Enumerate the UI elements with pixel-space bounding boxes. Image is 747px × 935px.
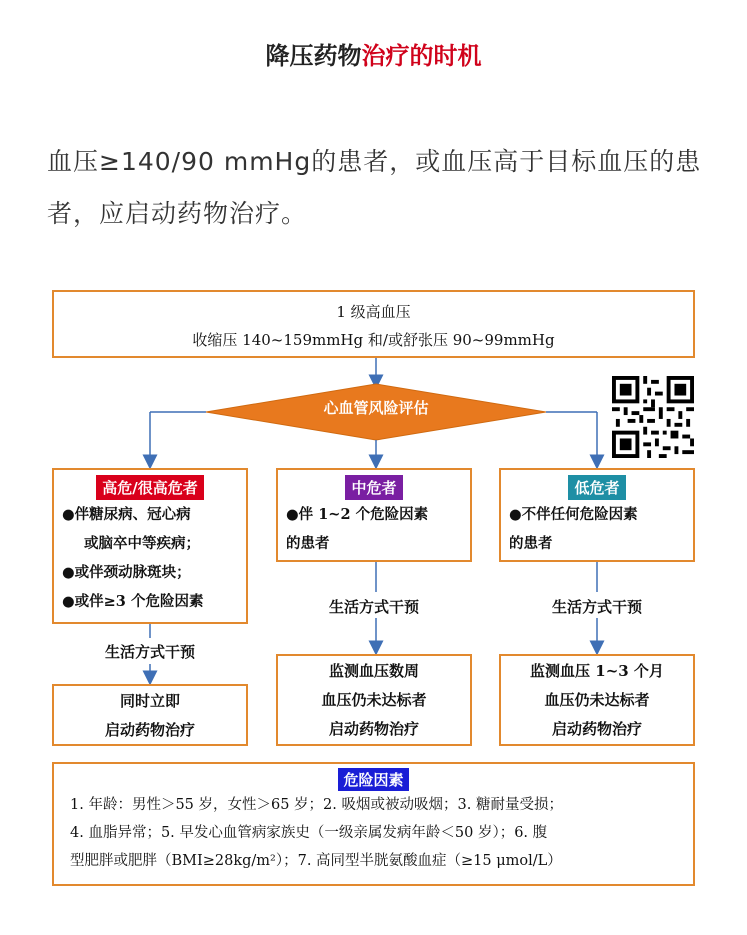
high-lifestyle-label: 生活方式干预 xyxy=(104,643,195,661)
risk-factors-tag: 危险因素 xyxy=(338,768,408,791)
stage1-title: 1 级高血压 xyxy=(336,303,411,321)
high-action-box xyxy=(52,684,248,746)
qr-code-icon xyxy=(612,376,694,458)
low-action-line-2: 血压仍未达标者 xyxy=(544,691,650,709)
medium-risk-line-2: 的患者 xyxy=(286,535,330,552)
title-part-black: 降压药物 xyxy=(265,42,362,70)
medium-action-line-3: 启动药物治疗 xyxy=(328,720,419,738)
medium-lifestyle-label: 生活方式干预 xyxy=(328,598,419,616)
medium-risk-box xyxy=(276,468,472,562)
high-risk-line-1: ●伴糖尿病、冠心病 xyxy=(62,506,191,523)
risk-factors-line-1: 1. 年龄：男性＞55 岁，女性＞65 岁；2. 吸烟或被动吸烟；3. 糖耐量受损； xyxy=(70,797,563,813)
low-lifestyle-label: 生活方式干预 xyxy=(551,598,642,616)
high-risk-line-3: ●或伴颈动脉斑块； xyxy=(62,564,191,581)
title-part-red: 治疗的时机 xyxy=(361,42,482,70)
medium-risk-tag: 中危者 xyxy=(345,475,402,500)
risk-factors-line-2: 4. 血脂异常；5. 早发心血管病家族史（一级亲属发病年龄＜50 岁）；6. 腹 xyxy=(70,825,548,841)
low-risk-box xyxy=(499,468,695,562)
low-action-line-3: 启动药物治疗 xyxy=(551,720,642,738)
medium-risk-line-1: ●伴 1~2 个危险因素 xyxy=(286,506,429,523)
high-risk-line-4: ●或伴≥3 个危险因素 xyxy=(62,593,204,610)
medium-action-line-2: 血压仍未达标者 xyxy=(321,691,427,709)
low-risk-tag: 低危者 xyxy=(568,475,625,500)
high-risk-line-2: 或脑卒中等疾病； xyxy=(84,535,200,552)
stage1-criteria: 收缩压 140~159mmHg 和/或舒张压 90~99mmHg xyxy=(192,331,555,349)
low-risk-line-2: 的患者 xyxy=(509,535,553,552)
high-risk-tag: 高危/很高危者 xyxy=(96,475,203,500)
intro-paragraph: 血压≥140/90 mmHg的患者，或血压高于目标血压的患者，应启动药物治疗。 xyxy=(47,147,702,228)
stage1-hypertension-box xyxy=(52,290,695,358)
low-risk-line-1: ●不伴任何危险因素 xyxy=(509,506,638,523)
risk-factors-box xyxy=(52,762,695,886)
low-action-line-1: 监测血压 1~3 个月 xyxy=(530,662,664,680)
high-action-line-1: 同时立即 xyxy=(119,692,180,710)
risk-assessment-label: 心血管风险评估 xyxy=(323,399,429,417)
low-action-box xyxy=(499,654,695,746)
high-action-line-2: 启动药物治疗 xyxy=(104,721,195,739)
risk-factors-line-3: 型肥胖或肥胖（BMI≥28kg/m²）；7. 高同型半胱氨酸血症（≥15 μmol/L） xyxy=(70,853,562,869)
medium-action-box xyxy=(276,654,472,746)
high-risk-box xyxy=(52,468,248,624)
medium-action-line-1: 监测血压数周 xyxy=(328,662,419,680)
